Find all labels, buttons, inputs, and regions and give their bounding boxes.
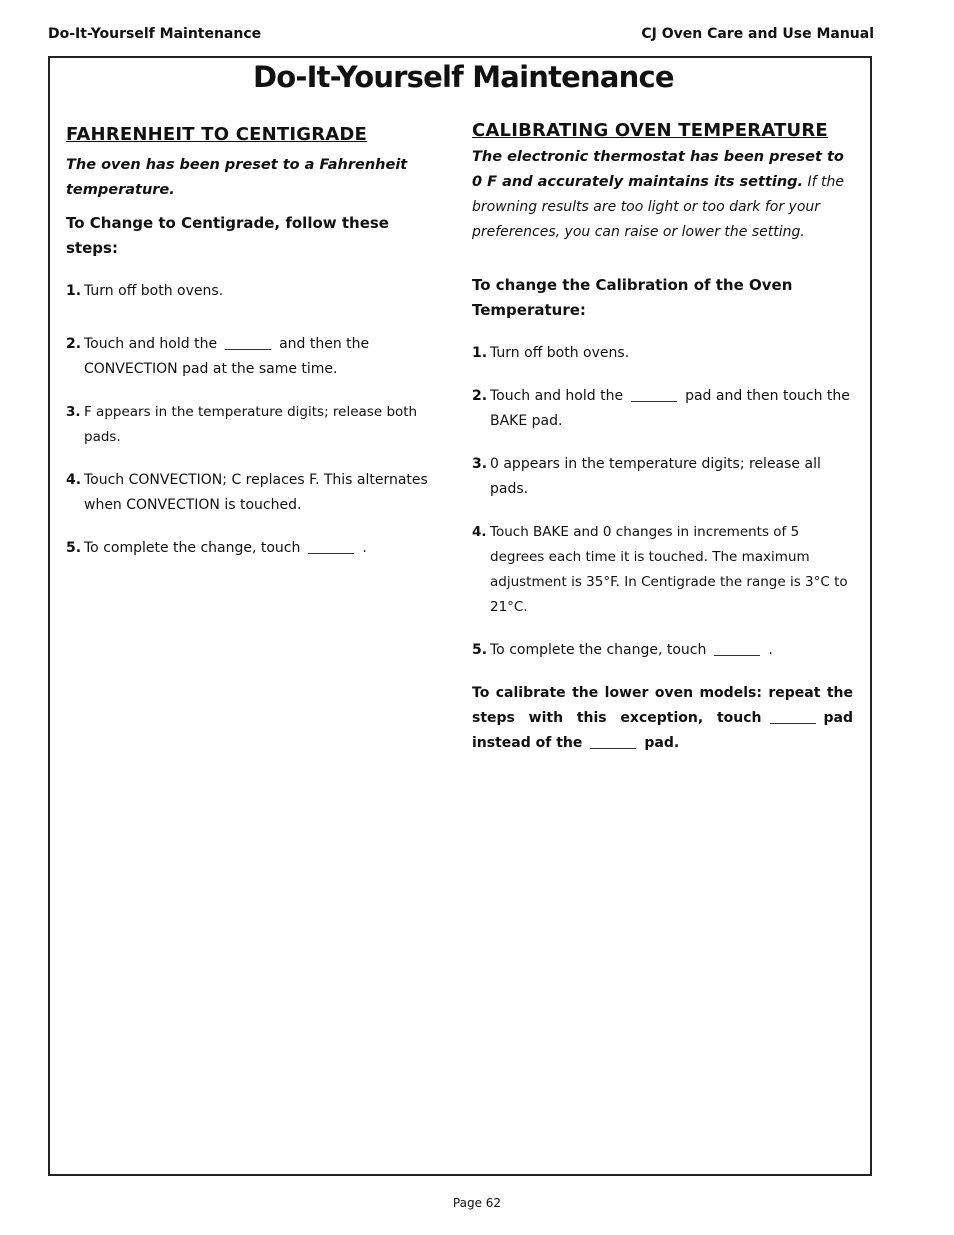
list-item — [472, 384, 853, 434]
step-number: 3. — [66, 404, 81, 420]
list-item — [472, 520, 853, 620]
step-number: 4. — [472, 524, 487, 540]
list-item — [472, 638, 853, 663]
step-number: 1. — [472, 345, 488, 361]
step-number: 4. — [66, 472, 82, 488]
step-text-continued: pad and then touch the BAKE pad. — [490, 388, 850, 429]
section-heading-fahrenheit: FAHRENHEIT TO CENTIGRADE — [66, 124, 368, 145]
step-text: Touch CONVECTION; C replaces F. This alternates when CONVECTION is touched. — [84, 472, 428, 513]
step-text: Turn off both ovens. — [84, 283, 224, 299]
step-text: Touch BAKE and 0 changes in increments of 5 degrees each time it is touched. The maximum adjustment is 35°F. In Centigrade the range is 3°C to 21°C. — [490, 524, 848, 615]
step-text-continued: and then the CONVECTION pad at the same time. — [84, 336, 370, 377]
running-header-right: CJ Oven Care and Use Manual — [641, 26, 874, 42]
note-text: To calibrate the lower oven models: repeat the steps with this exception, touch — [472, 685, 853, 726]
pad-name-blank — [631, 391, 677, 402]
step-text: Turn off both ovens. — [490, 345, 630, 361]
lower-oven-note — [472, 681, 853, 756]
step-text: 0 appears in the temperature digits; release all pads. — [490, 456, 821, 497]
calibration-subheading: To change the Calibration of the Oven Temperature: — [472, 276, 793, 319]
step-number: 2. — [66, 336, 82, 352]
calibration-intro-bold: The electronic thermostat has been preset to 0 F and accurately maintains its setting. — [472, 149, 844, 190]
section-heading-calibration: CALIBRATING OVEN TEMPERATURE — [472, 120, 828, 141]
step-text: Touch and hold the — [490, 388, 624, 404]
step-number: 5. — [472, 642, 488, 658]
calibration-section — [472, 118, 853, 756]
list-item — [66, 400, 446, 450]
list-item — [66, 536, 446, 561]
step-number: 3. — [472, 456, 488, 472]
pad-name-blank — [225, 339, 271, 350]
list-item — [472, 341, 853, 366]
step-text-continued: . — [768, 642, 773, 658]
page-number: Page 62 — [452, 1196, 502, 1210]
step-number: 1. — [66, 283, 82, 299]
step-number: 5. — [66, 540, 82, 556]
calibration-intro — [472, 145, 853, 245]
step-text: To complete the change, touch — [490, 642, 707, 658]
step-text: Touch and hold the — [84, 336, 218, 352]
list-item — [66, 332, 446, 382]
pad-name-blank — [770, 713, 816, 724]
note-text-continued: pad instead of the — [472, 710, 853, 751]
step-text: To complete the change, touch — [84, 540, 301, 556]
step-number: 2. — [472, 388, 488, 404]
running-header-left: Do-It-Yourself Maintenance — [48, 26, 262, 42]
pad-name-blank — [714, 645, 760, 656]
calibration-intro-italic: If the browning results are too light or too dark for your preferences, you can raise or lower the setting. — [472, 174, 844, 240]
fahrenheit-subheading: To Change to Centigrade, follow these steps: — [66, 214, 389, 257]
fahrenheit-section — [66, 122, 446, 561]
step-text: F appears in the temperature digits; release both pads. — [84, 404, 418, 445]
step-text-continued: . — [362, 540, 367, 556]
list-item — [66, 279, 446, 304]
pad-name-blank — [590, 738, 636, 749]
list-item — [472, 452, 853, 502]
list-item — [66, 468, 446, 518]
fahrenheit-intro: The oven has been preset to a Fahrenheit temperature. — [66, 157, 408, 198]
note-text-end: pad. — [644, 735, 680, 751]
page-title: Do-It-Yourself Maintenance — [253, 60, 674, 94]
pad-name-blank — [308, 543, 354, 554]
